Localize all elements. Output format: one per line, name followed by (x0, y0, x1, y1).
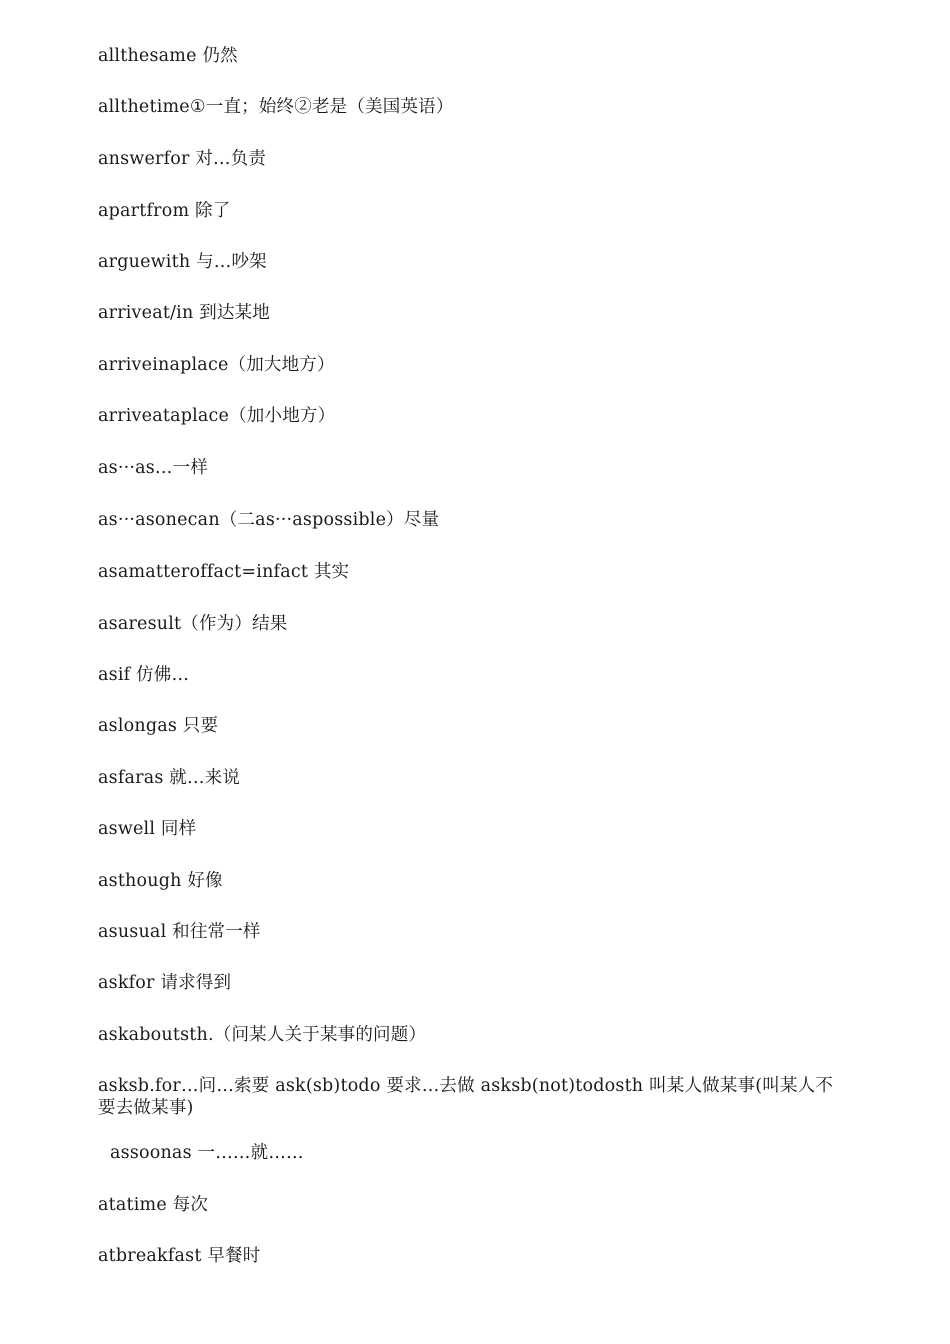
phrase-entry: as···asonecan（二as···aspossible）尽量 (98, 510, 440, 530)
phrase-entry: answerfor 对…负责 (98, 149, 267, 169)
phrase-entry: asusual 和往常一样 (98, 922, 261, 942)
phrase-entry: atbreakfast 早餐时 (98, 1246, 261, 1266)
phrase-entry: arriveinaplace（加大地方） (98, 355, 335, 375)
phrase-entry: asfaras 就…来说 (98, 768, 241, 788)
phrase-entry: assoonas 一……就…… (110, 1143, 304, 1163)
phrase-entry: arriveat/in 到达某地 (98, 303, 270, 323)
phrase-entry: asamatteroffact=infact 其实 (98, 562, 350, 582)
phrase-entry: aswell 同样 (98, 819, 197, 839)
phrase-entry: allthetime①一直；始终②老是（美国英语） (98, 97, 454, 117)
phrase-entry: askfor 请求得到 (98, 973, 232, 993)
phrase-entry: allthesame 仍然 (98, 46, 238, 66)
phrase-entry: askaboutsth.（问某人关于某事的问题） (98, 1025, 427, 1045)
phrase-entry: asthough 好像 (98, 871, 223, 891)
phrase-entry: asif 仿佛… (98, 665, 190, 685)
phrase-entry: apartfrom 除了 (98, 201, 231, 221)
phrase-entry: arriveataplace（加小地方） (98, 406, 336, 426)
phrase-entry: atatime 每次 (98, 1195, 209, 1215)
phrase-entry: as···as…一样 (98, 458, 209, 478)
phrase-entry: arguewith 与…吵架 (98, 252, 267, 272)
phrase-entry: asksb.for…问…索要 ask(sb)todo 要求…去做 asksb(not)todosth 叫某人做某事(叫某人不要去做某事) (98, 1076, 834, 1118)
phrase-entry: aslongas 只要 (98, 716, 219, 736)
phrase-entry: asaresult（作为）结果 (98, 614, 288, 634)
